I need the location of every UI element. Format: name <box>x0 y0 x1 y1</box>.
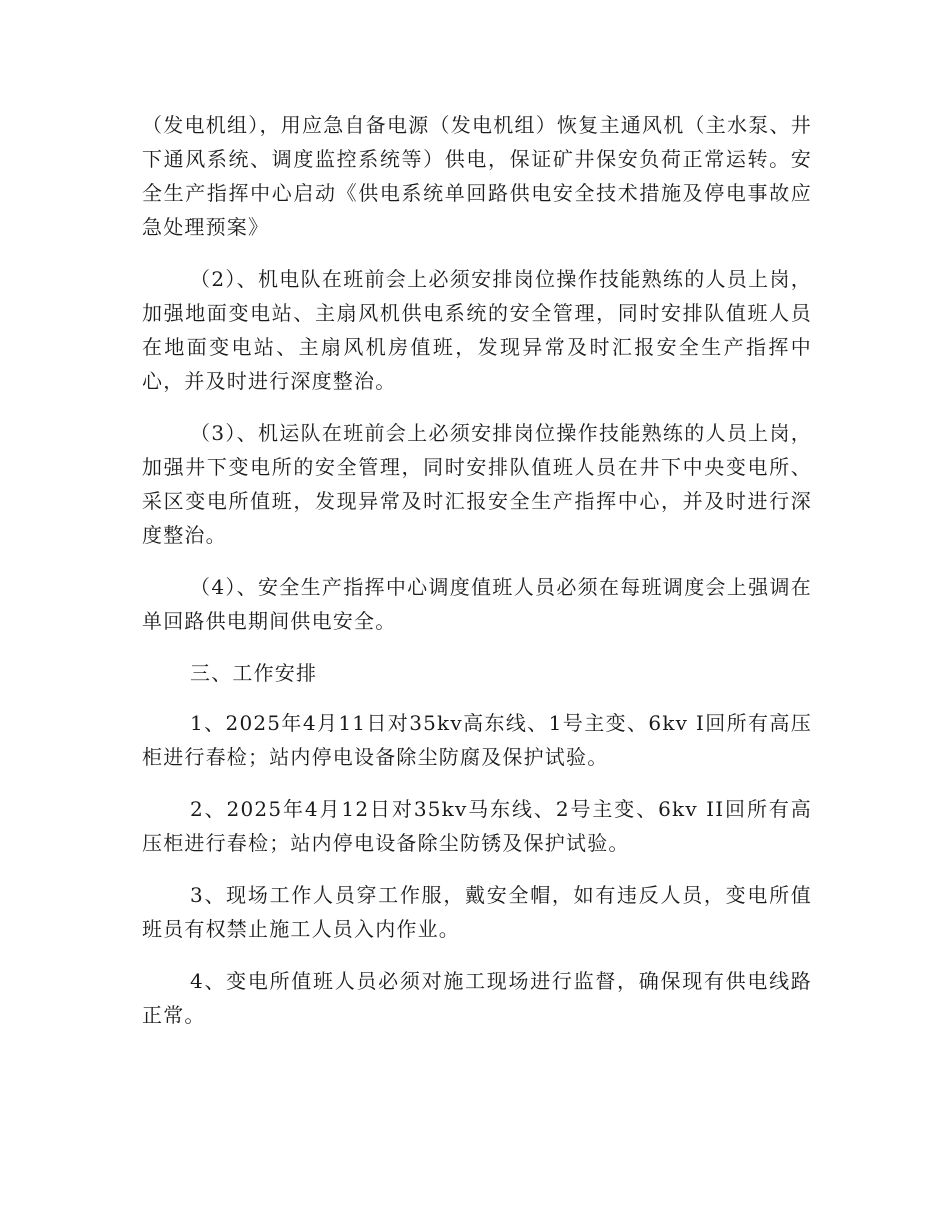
paragraph-arrangement-3: 3、现场工作人员穿工作服，戴安全帽，如有违反人员，变电所值班员有权禁止施工人员入内作业。 <box>142 883 812 941</box>
paragraph-item-3: （3）、机运队在班前会上必须安排岗位操作技能熟练的人员上岗，加强井下变电所的安全管理，同时安排队值班人员在井下中央变电所、采区变电所值班，发现异常及时汇报安全生产指挥中心，并及时进行深度整治。 <box>142 421 812 547</box>
paragraph-item-2: （2）、机电队在班前会上必须安排岗位操作技能熟练的人员上岗，加强地面变电站、主扇风机供电系统的安全管理，同时安排队值班人员在地面变电站、主扇风机房值班，发现异常及时汇报安全生产指挥中心，并及时进行深度整治。 <box>142 267 812 393</box>
document-body <box>142 108 812 1050</box>
paragraph-continuation: （发电机组），用应急自备电源（发电机组）恢复主通风机（主水泵、井下通风系统、调度监控系统等）供电，保证矿井保安负荷正常运转。安全生产指挥中心启动《供电系统单回路供电安全技术措施及停电事故应急处理预案》 <box>142 113 812 239</box>
section-heading-work-arrangement: 三、工作安排 <box>190 661 318 685</box>
paragraph-arrangement-4: 4、变电所值班人员必须对施工现场进行监督，确保现有供电线路正常。 <box>142 969 812 1027</box>
paragraph-item-4: （4）、安全生产指挥中心调度值班人员必须在每班调度会上强调在单回路供电期间供电安全。 <box>142 575 812 633</box>
paragraph-arrangement-1: 1、2025年4月11日对35kv高东线、1号主变、6kv I回所有高压柜进行春检；站内停电设备除尘防腐及保护试验。 <box>142 711 812 769</box>
paragraph-arrangement-2: 2、2025年4月12日对35kv马东线、2号主变、6kv II回所有高压柜进行春检；站内停电设备除尘防锈及保护试验。 <box>142 797 812 855</box>
